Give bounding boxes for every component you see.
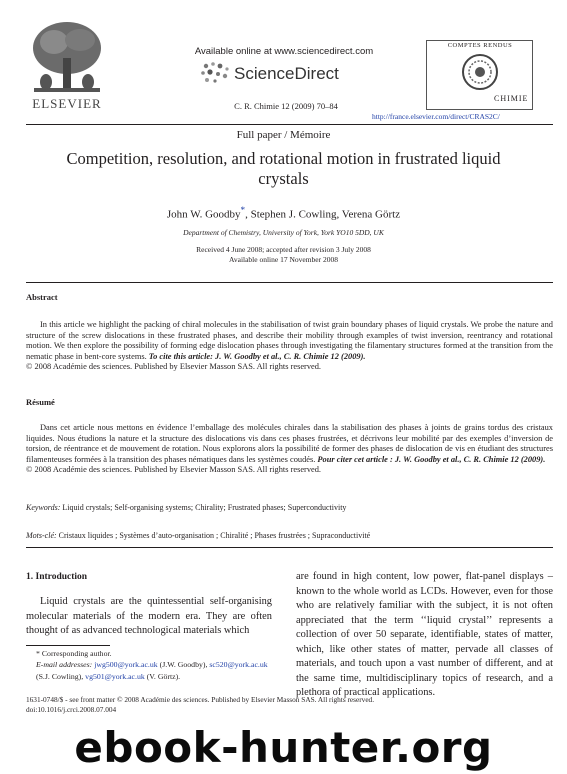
mots-cle-list: Cristaux liquides ; Systèmes d’auto-organisation ; Chiralité ; Phases frustrées ; Supraconductivité bbox=[56, 531, 371, 540]
resume-cite: Pour citer cet article : J. W. Goodby et al., C. R. Chimie 12 (2009). bbox=[317, 454, 546, 464]
front-matter-info bbox=[26, 695, 553, 714]
elsevier-tree-logo bbox=[26, 18, 108, 98]
elsevier-wordmark: ELSEVIER bbox=[32, 96, 102, 111]
mots-cle bbox=[26, 531, 553, 540]
author-list bbox=[40, 205, 527, 221]
abstract-cite: To cite this article: J. W. Goodby et al., C. R. Chimie 12 (2009). bbox=[148, 351, 366, 361]
author-name: John W. Goodby bbox=[166, 208, 241, 221]
email-link-gortz[interactable]: vg501@york.ac.uk bbox=[85, 671, 145, 681]
resume-copyright: © 2008 Académie des sciences. Published by Elsevier Masson SAS. All rights reserved. bbox=[26, 465, 322, 475]
author-names: , Stephen J. Cowling, Verena Görtz bbox=[245, 208, 401, 221]
corresponding-author-link[interactable]: * bbox=[240, 205, 246, 215]
abstract-text: In this article we highlight the packing of chiral molecules in the stabilisation of twist grain boundary phases of liquid crystals. We probe the nature and structure of the screw dislocations in these frustrated phases, and describe their mobility through examples of twist inversion, reentrancy and rotational motion. We then explore the possibility of forming edge dislocation phases through investigating the filamentary structures formed at the transition from the nematic phase in bent-core systems. bbox=[26, 320, 553, 361]
section-divider bbox=[26, 547, 553, 548]
section-divider bbox=[26, 282, 553, 283]
resume-body bbox=[26, 423, 553, 476]
journal-reference: C. R. Chimie 12 (2009) 70–84 bbox=[234, 101, 338, 111]
abstract-body bbox=[26, 320, 553, 373]
academie-seal-icon bbox=[452, 52, 508, 92]
article-title: Competition, resolution, and rotational motion in frustrated liquid crystals bbox=[66, 149, 501, 188]
resume-heading: Résumé bbox=[26, 397, 55, 407]
introduction-right-column: are found in high content, low power, flat-panel displays – known to the whole world as LCDs. However, even for those who are relatively familiar with the subject, it is not often appreciated that the term ‘‘liquid crystal’’ represents a collection of over 50 separate, identifiable, states of matter, which, like other states of matter, pervade all classes of materials, and touch upon a vast number of different, and at the same time, multidisciplinary topics of research, and a plethora of practical applications. bbox=[296, 571, 553, 698]
comptes-rendus-subtitle: CHIMIE bbox=[494, 94, 529, 103]
email-owner-gortz: (V. Görtz). bbox=[144, 671, 181, 681]
footnote-divider bbox=[26, 645, 110, 646]
affiliation: Department of Chemistry, University of York, York YO10 5DD, UK bbox=[183, 228, 384, 237]
abstract-heading: Abstract bbox=[26, 292, 58, 302]
keywords bbox=[26, 503, 553, 512]
email-owner-goodby: (J.W. Goodby), bbox=[157, 660, 210, 670]
email-owner-cowling: (S.J. Cowling), bbox=[36, 671, 86, 681]
issn-line: 1631-0748/$ - see front matter © 2008 Académie des sciences. Published by Elsevier Masson SAS. All rights reserved. bbox=[26, 695, 375, 704]
keywords-list: Liquid crystals; Self-organising systems; Chirality; Frustrated phases; Superconductivity bbox=[60, 503, 347, 512]
journal-url-link[interactable]: http://france.elsevier.com/direct/CRAS2C/ bbox=[372, 112, 500, 121]
watermark: ebook-hunter.org bbox=[74, 723, 493, 772]
available-online-banner: Available online at www.sciencedirect.com bbox=[194, 46, 374, 57]
mots-cle-label: Mots-clé: bbox=[26, 531, 57, 540]
email-label: E-mail addresses: bbox=[36, 660, 93, 670]
email-link-goodby[interactable]: jwg500@york.ac.uk bbox=[94, 660, 158, 670]
introduction-left-column: Liquid crystals are the quintessential self-organising molecular materials of the modern era. They are often thought of as advanced technological materials which bbox=[26, 596, 272, 636]
doi-line: doi:10.1016/j.crci.2008.07.004 bbox=[26, 704, 117, 714]
received-dates: Received 4 June 2008; accepted after revision 3 July 2008 bbox=[196, 245, 371, 254]
abstract-copyright: © 2008 Académie des sciences. Published by Elsevier Masson SAS. All rights reserved. bbox=[26, 362, 322, 372]
corresponding-author-note: * Corresponding author. bbox=[36, 649, 112, 658]
paper-type: Full paper / Mémoire bbox=[236, 129, 331, 141]
sciencedirect-dots-icon bbox=[198, 60, 234, 86]
email-addresses bbox=[26, 659, 272, 682]
available-online-date: Available online 17 November 2008 bbox=[229, 255, 338, 264]
resume-text: Dans cet article nous mettons en évidence l’emballage des molécules chirales dans la stabilisation des phases à joints de grains tordus des cristaux liquides. Nous étudions la nature et la structure des dislocations vis dans ces phases frustrées, et décrivons leur mobilité par des exemples d’inversion de torsion, de réentrance et de mouvement de rotation. Nous explorons alors la possibilité de former des phases de dislocation de vis en étudiant des structures filamenteuses formées à la transition des phases nématiques dans les systèmes coudés. bbox=[26, 423, 553, 464]
introduction-heading: 1. Introduction bbox=[26, 572, 88, 582]
email-link-cowling[interactable]: sc520@york.ac.uk bbox=[209, 660, 268, 670]
comptes-rendus-title: COMPTES RENDUS bbox=[447, 42, 513, 49]
keywords-label: Keywords: bbox=[26, 503, 61, 512]
header-divider bbox=[26, 124, 553, 125]
footnote bbox=[26, 648, 272, 682]
sciencedirect-wordmark: ScienceDirect bbox=[234, 64, 339, 83]
